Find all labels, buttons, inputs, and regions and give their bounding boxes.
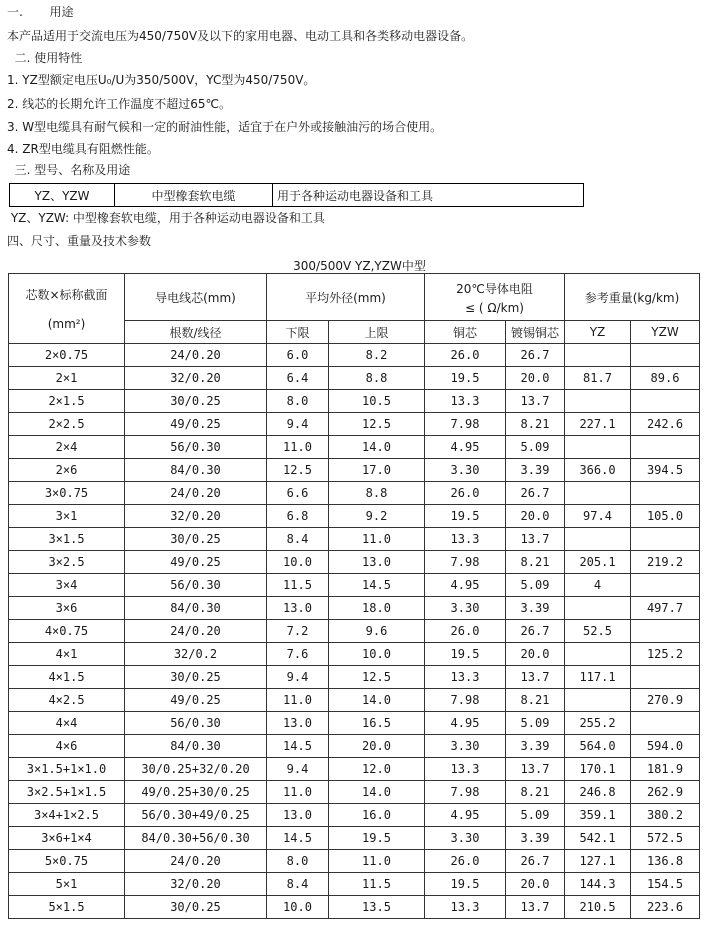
cell-weight-yzw (631, 344, 700, 367)
cell-weight-yzw: 105.0 (631, 505, 700, 528)
cell-weight-yzw: 242.6 (631, 413, 700, 436)
section-1-text: 本产品适用于交流电压为450/750V及以下的家用电器、电动工具和各类移动电器设备。 (7, 29, 474, 43)
header-resistance-line2: ≤ ( Ω/km) (465, 300, 524, 315)
cell-tinned: 26.7 (506, 850, 565, 873)
cell-lower: 9.4 (267, 413, 329, 436)
table-row (9, 712, 700, 735)
cell-lower: 14.5 (267, 827, 329, 850)
cell-copper: 4.95 (425, 712, 506, 735)
cell-lower: 9.4 (267, 666, 329, 689)
cell-weight-yzw: 380.2 (631, 804, 700, 827)
cell-tinned: 13.7 (506, 896, 565, 919)
cell-cores: 5×0.75 (9, 850, 125, 873)
cell-upper: 16.0 (329, 804, 425, 827)
cell-weight-yz (565, 597, 631, 620)
cell-copper: 7.98 (425, 781, 506, 804)
cell-weight-yz: 205.1 (565, 551, 631, 574)
cell-upper: 11.5 (329, 873, 425, 896)
cell-strands: 84/0.30 (125, 597, 267, 620)
section-2-item-4: 4. ZR型电缆具有阻燃性能。 (7, 142, 159, 156)
cell-copper: 19.5 (425, 873, 506, 896)
cell-upper: 17.0 (329, 459, 425, 482)
cell-weight-yzw (631, 666, 700, 689)
cell-tinned: 20.0 (506, 505, 565, 528)
cell-tinned: 3.39 (506, 597, 565, 620)
cell-cores: 4×2.5 (9, 689, 125, 712)
cell-weight-yz: 117.1 (565, 666, 631, 689)
cell-copper: 13.3 (425, 758, 506, 781)
header-cores-label: 芯数×标称截面 (25, 288, 108, 302)
cell-weight-yzw: 497.7 (631, 597, 700, 620)
table-row (9, 735, 700, 758)
cell-cores: 2×4 (9, 436, 125, 459)
cell-upper: 8.2 (329, 344, 425, 367)
cell-tinned: 3.39 (506, 735, 565, 758)
cell-cores: 2×1.5 (9, 390, 125, 413)
cell-copper: 19.5 (425, 643, 506, 666)
spec-table (8, 273, 700, 919)
section-3-heading: 三. 型号、名称及用途 (7, 163, 131, 177)
cell-tinned: 3.39 (506, 827, 565, 850)
cell-weight-yz (565, 436, 631, 459)
cell-upper: 8.8 (329, 482, 425, 505)
cell-strands: 56/0.30 (125, 574, 267, 597)
header-upper: 上限 (329, 321, 425, 344)
cell-cores: 2×6 (9, 459, 125, 482)
cell-cores: 4×6 (9, 735, 125, 758)
cell-tinned: 5.09 (506, 436, 565, 459)
cell-lower: 14.5 (267, 735, 329, 758)
cell-weight-yz (565, 390, 631, 413)
cell-lower: 8.0 (267, 850, 329, 873)
cell-cores: 2×2.5 (9, 413, 125, 436)
cell-weight-yz (565, 482, 631, 505)
cell-tinned: 20.0 (506, 367, 565, 390)
table-row (9, 850, 700, 873)
table-row (9, 620, 700, 643)
cell-copper: 13.3 (425, 528, 506, 551)
cell-copper: 13.3 (425, 666, 506, 689)
cell-cores: 2×0.75 (9, 344, 125, 367)
cell-weight-yz: 81.7 (565, 367, 631, 390)
header-diameter: 平均外径(mm) (267, 274, 425, 321)
header-weight: 参考重量(kg/km) (565, 274, 700, 321)
cell-strands: 30/0.25 (125, 896, 267, 919)
header-tinned: 镀锡铜芯 (506, 321, 565, 344)
cell-weight-yzw (631, 482, 700, 505)
cell-weight-yzw: 154.5 (631, 873, 700, 896)
name-cell: 中型橡套软电缆 (115, 184, 273, 207)
cell-upper: 12.5 (329, 413, 425, 436)
table-row (9, 528, 700, 551)
cell-cores: 3×6 (9, 597, 125, 620)
cell-strands: 84/0.30+56/0.30 (125, 827, 267, 850)
cell-strands: 32/0.20 (125, 367, 267, 390)
cell-lower: 10.0 (267, 551, 329, 574)
section-2-item-2: 2. 线芯的长期允许工作温度不超过65℃。 (7, 97, 232, 111)
model-table (9, 183, 584, 207)
cell-copper: 26.0 (425, 620, 506, 643)
cell-weight-yz (565, 689, 631, 712)
section-2-item-1: 1. YZ型额定电压U₀/U为350/500V，YC型为450/750V。 (7, 73, 316, 87)
cell-upper: 19.5 (329, 827, 425, 850)
cell-cores: 2×1 (9, 367, 125, 390)
cell-copper: 3.30 (425, 735, 506, 758)
cell-copper: 13.3 (425, 896, 506, 919)
cell-lower: 11.0 (267, 781, 329, 804)
cell-lower: 6.4 (267, 367, 329, 390)
cell-upper: 13.0 (329, 551, 425, 574)
cell-weight-yz (565, 643, 631, 666)
cell-strands: 32/0.20 (125, 873, 267, 896)
table-row (9, 459, 700, 482)
cell-weight-yzw (631, 574, 700, 597)
cell-weight-yz: 542.1 (565, 827, 631, 850)
cell-weight-yz: 359.1 (565, 804, 631, 827)
cell-lower: 6.6 (267, 482, 329, 505)
cell-tinned: 8.21 (506, 413, 565, 436)
cell-tinned: 8.21 (506, 551, 565, 574)
section-2-item-3: 3. W型电缆具有耐气候和一定的耐油性能，适宜于在户外或接触油污的场合使用。 (7, 120, 443, 134)
cell-weight-yzw: 594.0 (631, 735, 700, 758)
cell-cores: 3×4+1×2.5 (9, 804, 125, 827)
cell-cores: 3×1.5+1×1.0 (9, 758, 125, 781)
cell-lower: 8.4 (267, 873, 329, 896)
cell-lower: 13.0 (267, 597, 329, 620)
cell-strands: 32/0.20 (125, 505, 267, 528)
cell-tinned: 3.39 (506, 459, 565, 482)
cell-tinned: 13.7 (506, 528, 565, 551)
table-row (9, 666, 700, 689)
table-row (9, 551, 700, 574)
cell-weight-yzw: 223.6 (631, 896, 700, 919)
cell-weight-yzw: 219.2 (631, 551, 700, 574)
table-subtitle: 300/500V YZ,YZW中型 (293, 259, 426, 273)
cell-upper: 14.5 (329, 574, 425, 597)
cell-cores: 3×4 (9, 574, 125, 597)
cell-strands: 24/0.20 (125, 620, 267, 643)
cell-strands: 49/0.25 (125, 689, 267, 712)
header-resistance-line1: 20℃导体电阻 (456, 281, 533, 296)
table-row (9, 781, 700, 804)
table-row (9, 758, 700, 781)
cell-strands: 32/0.2 (125, 643, 267, 666)
cell-tinned: 8.21 (506, 689, 565, 712)
cell-lower: 7.6 (267, 643, 329, 666)
cell-upper: 11.0 (329, 528, 425, 551)
usage-cell: 用于各种运动电器设备和工具 (273, 184, 584, 207)
cell-upper: 10.5 (329, 390, 425, 413)
cell-weight-yzw: 181.9 (631, 758, 700, 781)
header-yz: YZ (565, 321, 631, 344)
cell-upper: 13.5 (329, 896, 425, 919)
table-row (9, 505, 700, 528)
section-3-note: YZ、YZW: 中型橡套软电缆，用于各种运动电器设备和工具 (7, 211, 325, 225)
cell-upper: 14.0 (329, 689, 425, 712)
cell-lower: 9.4 (267, 758, 329, 781)
cell-cores: 4×1 (9, 643, 125, 666)
cell-weight-yzw: 262.9 (631, 781, 700, 804)
cell-upper: 12.0 (329, 758, 425, 781)
cell-strands: 30/0.25 (125, 528, 267, 551)
cell-tinned: 26.7 (506, 620, 565, 643)
cell-weight-yz (565, 528, 631, 551)
table-row (9, 482, 700, 505)
cell-tinned: 26.7 (506, 344, 565, 367)
table-row (9, 390, 700, 413)
cell-lower: 11.0 (267, 689, 329, 712)
cell-upper: 16.5 (329, 712, 425, 735)
section-2-heading: 二. 使用特性 (7, 51, 83, 65)
cell-copper: 7.98 (425, 689, 506, 712)
cell-weight-yzw: 136.8 (631, 850, 700, 873)
cell-strands: 84/0.30 (125, 459, 267, 482)
cell-cores: 3×0.75 (9, 482, 125, 505)
cell-cores: 3×1 (9, 505, 125, 528)
cell-strands: 24/0.20 (125, 482, 267, 505)
cell-weight-yz: 170.1 (565, 758, 631, 781)
cell-lower: 7.2 (267, 620, 329, 643)
cell-weight-yzw (631, 436, 700, 459)
table-row (9, 827, 700, 850)
cell-strands: 49/0.25 (125, 551, 267, 574)
cell-tinned: 13.7 (506, 758, 565, 781)
cell-weight-yz: 97.4 (565, 505, 631, 528)
cell-lower: 11.0 (267, 436, 329, 459)
cell-cores: 3×1.5 (9, 528, 125, 551)
table-row (9, 689, 700, 712)
table-row (9, 413, 700, 436)
cell-strands: 30/0.25 (125, 666, 267, 689)
cell-cores: 5×1.5 (9, 896, 125, 919)
cell-upper: 10.0 (329, 643, 425, 666)
header-cores-unit: (mm²) (47, 317, 86, 331)
cell-weight-yz: 127.1 (565, 850, 631, 873)
cell-strands: 24/0.20 (125, 850, 267, 873)
cell-copper: 4.95 (425, 574, 506, 597)
cell-tinned: 20.0 (506, 873, 565, 896)
cell-copper: 19.5 (425, 367, 506, 390)
cell-copper: 7.98 (425, 551, 506, 574)
cell-copper: 3.30 (425, 597, 506, 620)
cell-lower: 6.8 (267, 505, 329, 528)
cell-weight-yz (565, 344, 631, 367)
cell-weight-yz: 246.8 (565, 781, 631, 804)
cell-weight-yzw (631, 528, 700, 551)
cell-cores: 3×6+1×4 (9, 827, 125, 850)
cell-upper: 8.8 (329, 367, 425, 390)
cell-weight-yzw (631, 620, 700, 643)
cell-strands: 84/0.30 (125, 735, 267, 758)
cell-tinned: 20.0 (506, 643, 565, 666)
cell-weight-yz: 366.0 (565, 459, 631, 482)
cell-weight-yz: 564.0 (565, 735, 631, 758)
cell-copper: 19.5 (425, 505, 506, 528)
cell-copper: 7.98 (425, 413, 506, 436)
cell-weight-yz: 210.5 (565, 896, 631, 919)
cell-upper: 18.0 (329, 597, 425, 620)
cell-copper: 13.3 (425, 390, 506, 413)
cell-cores: 5×1 (9, 873, 125, 896)
cell-weight-yzw: 394.5 (631, 459, 700, 482)
cell-lower: 11.5 (267, 574, 329, 597)
cell-tinned: 5.09 (506, 574, 565, 597)
model-cell: YZ、YZW (10, 184, 115, 207)
table-row (9, 896, 700, 919)
cell-lower: 8.0 (267, 390, 329, 413)
cell-copper: 3.30 (425, 827, 506, 850)
cell-upper: 14.0 (329, 436, 425, 459)
header-copper: 铜芯 (425, 321, 506, 344)
cell-cores: 3×2.5+1×1.5 (9, 781, 125, 804)
cell-lower: 6.0 (267, 344, 329, 367)
cell-copper: 26.0 (425, 344, 506, 367)
cell-strands: 24/0.20 (125, 344, 267, 367)
table-row (9, 643, 700, 666)
cell-weight-yzw: 270.9 (631, 689, 700, 712)
section-4-heading: 四、尺寸、重量及技术参数 (7, 234, 152, 248)
cell-weight-yzw: 89.6 (631, 367, 700, 390)
header-lower: 下限 (267, 321, 329, 344)
table-row (9, 574, 700, 597)
cell-strands: 56/0.30 (125, 712, 267, 735)
cell-upper: 9.2 (329, 505, 425, 528)
cell-tinned: 13.7 (506, 390, 565, 413)
cell-strands: 30/0.25 (125, 390, 267, 413)
cell-lower: 13.0 (267, 712, 329, 735)
table-row (9, 597, 700, 620)
cell-weight-yzw: 572.5 (631, 827, 700, 850)
cell-cores: 4×0.75 (9, 620, 125, 643)
cell-weight-yzw: 125.2 (631, 643, 700, 666)
table-row (9, 804, 700, 827)
cell-copper: 26.0 (425, 482, 506, 505)
header-strands: 根数/线径 (125, 321, 267, 344)
cell-strands: 56/0.30+49/0.25 (125, 804, 267, 827)
header-yzw: YZW (631, 321, 700, 344)
table-row (9, 367, 700, 390)
cell-upper: 9.6 (329, 620, 425, 643)
cell-lower: 8.4 (267, 528, 329, 551)
cell-strands: 56/0.30 (125, 436, 267, 459)
cell-tinned: 5.09 (506, 712, 565, 735)
cell-cores: 4×1.5 (9, 666, 125, 689)
cell-lower: 12.5 (267, 459, 329, 482)
section-1-heading: 一. 用途 (7, 5, 74, 19)
cell-weight-yz: 52.5 (565, 620, 631, 643)
cell-strands: 49/0.25 (125, 413, 267, 436)
cell-weight-yzw (631, 712, 700, 735)
header-resistance (425, 274, 565, 321)
cell-copper: 4.95 (425, 436, 506, 459)
cell-copper: 3.30 (425, 459, 506, 482)
cell-weight-yz: 4 (565, 574, 631, 597)
cell-upper: 14.0 (329, 781, 425, 804)
cell-cores: 4×4 (9, 712, 125, 735)
cell-copper: 4.95 (425, 804, 506, 827)
cell-tinned: 26.7 (506, 482, 565, 505)
cell-weight-yz: 255.2 (565, 712, 631, 735)
cell-upper: 12.5 (329, 666, 425, 689)
cell-lower: 10.0 (267, 896, 329, 919)
header-cores (9, 274, 125, 344)
cell-tinned: 5.09 (506, 804, 565, 827)
table-row (9, 436, 700, 459)
cell-cores: 3×2.5 (9, 551, 125, 574)
cell-tinned: 8.21 (506, 781, 565, 804)
cell-lower: 13.0 (267, 804, 329, 827)
table-row (9, 344, 700, 367)
header-conductor: 导电线芯(mm) (125, 274, 267, 321)
cell-copper: 26.0 (425, 850, 506, 873)
cell-weight-yz: 144.3 (565, 873, 631, 896)
cell-weight-yzw (631, 390, 700, 413)
cell-upper: 20.0 (329, 735, 425, 758)
cell-weight-yz: 227.1 (565, 413, 631, 436)
cell-strands: 49/0.25+30/0.25 (125, 781, 267, 804)
table-row (9, 873, 700, 896)
cell-upper: 11.0 (329, 850, 425, 873)
cell-tinned: 13.7 (506, 666, 565, 689)
cell-strands: 30/0.25+32/0.20 (125, 758, 267, 781)
